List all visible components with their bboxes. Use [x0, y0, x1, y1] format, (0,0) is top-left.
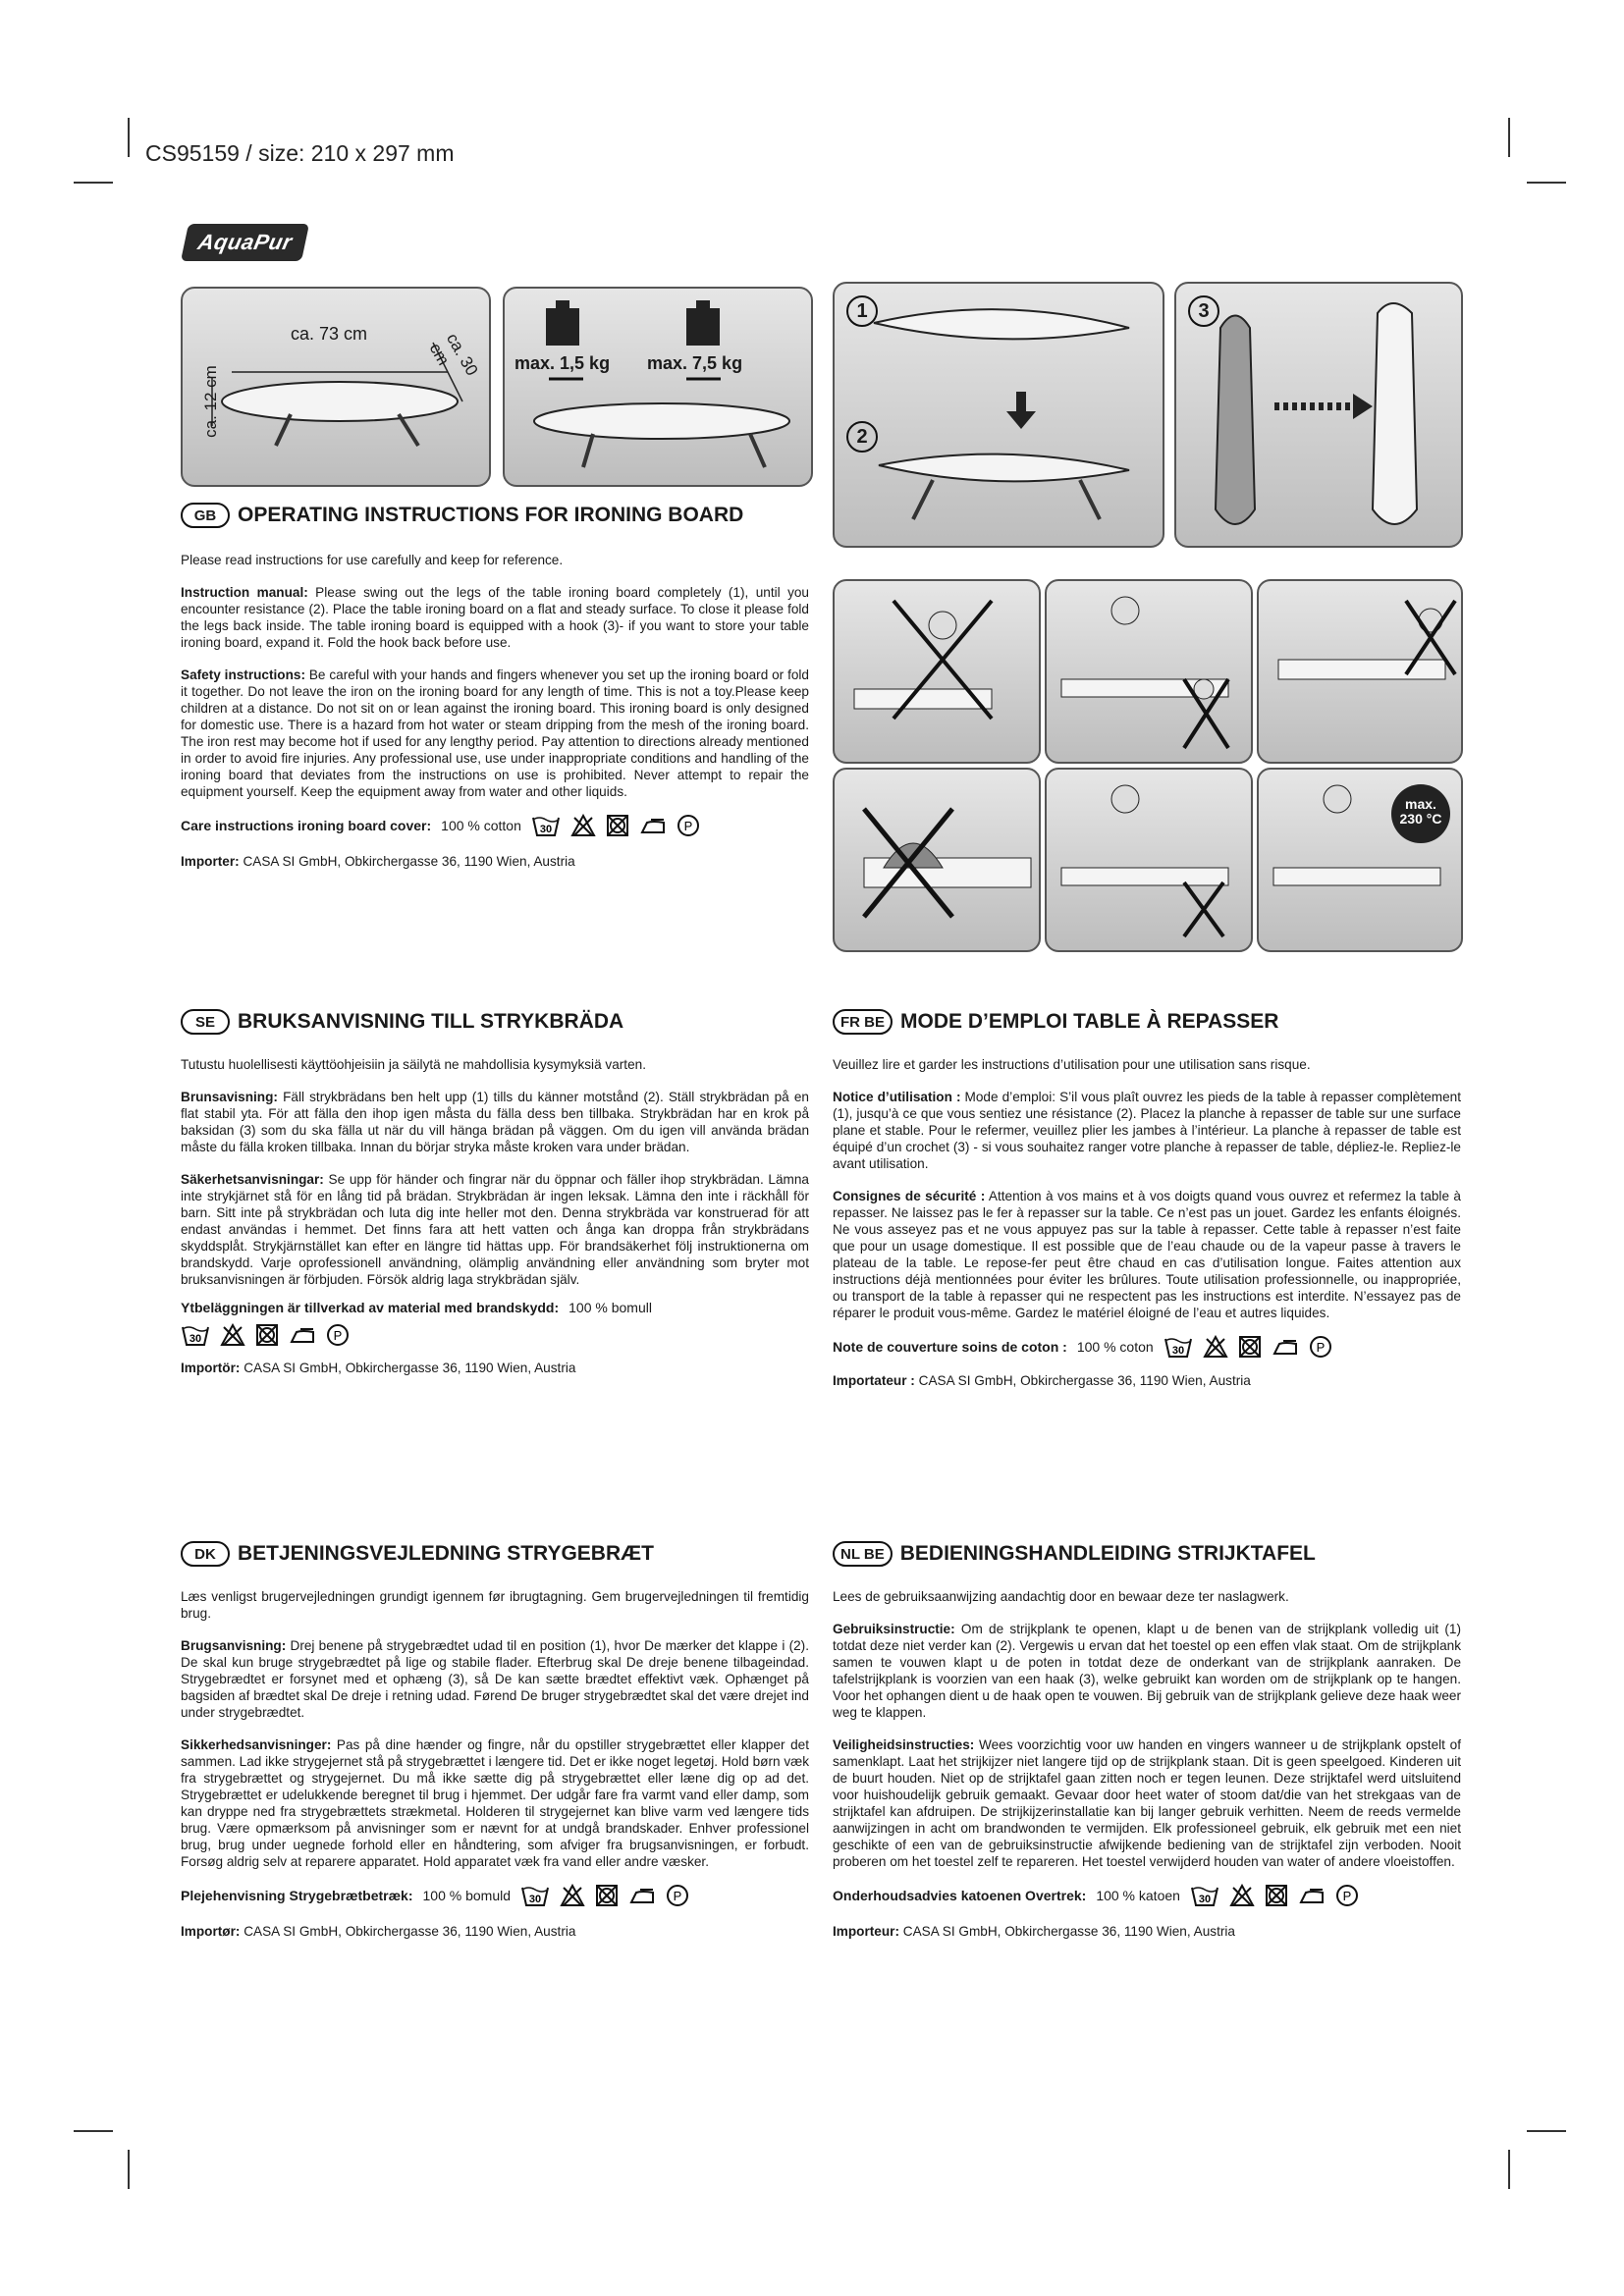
- section-dk: [181, 1541, 809, 1940]
- importer-line: Importør: CASA SI GmbH, Obkirchergasse 36, 1190 Wien, Austria: [181, 1924, 576, 1939]
- dry-clean-p-icon: [1335, 1884, 1359, 1907]
- iron-icon: [1272, 1336, 1299, 1358]
- dry-clean-p-icon: [677, 814, 700, 837]
- importer-line: Importeur: CASA SI GmbH, Obkirchergasse 36, 1190 Wien, Austria: [833, 1924, 1235, 1939]
- safety-paragraph: Veiligheidsinstructies: Wees voorzichtig voor uw handen en vingers wanneer u de strijkplank opstelt of samenklapt. Laat het strijkijzer niet langere tijd op de strijkplank staan. Dit is geen speelgoed. Kinderen uit de buurt houden. Niet op de strijktafel gaan zitten noch er tegen leunen. Deze strijktafel werd uitsluitend voor huishoudelijk gebruik gemaakt. Gevaar door heet water of stoom dat/die van het strekgaas van de strijktafel kan afdruipen. De strijkijzerinstallatie kan bij langer gebruik verhitten. Neem de reeds vermelde aanwijzingen in acht om brandwonden te vermijden. Elk professioneel gebruik, elk gebruik met een niet geschikte of een van de gebruiksinstructie afwijkende bediening van de strijktafel zijn verboden. Nooit proberen om het toestel zelf te repareren. Het toestel verwijderd houden van water of andere vloeistoffen.: [833, 1737, 1461, 1869]
- svg-text:P: P: [333, 1328, 343, 1343]
- no-tumble-dry-icon: [255, 1323, 279, 1347]
- care-symbols: [1164, 1335, 1332, 1359]
- iron-icon: [628, 1885, 656, 1906]
- crop-mark: [74, 2130, 113, 2132]
- section-fr-header: [833, 1009, 1461, 1035]
- crop-mark: [1508, 118, 1510, 157]
- no-lean-illustration: [1259, 581, 1461, 762]
- care-symbols: [531, 814, 700, 837]
- usage-panel-no-lean: [1257, 579, 1463, 764]
- crop-mark: [1527, 182, 1566, 184]
- care-symbols: [1190, 1884, 1359, 1907]
- setup-steps-illustration: [835, 284, 1163, 546]
- svg-text:P: P: [673, 1889, 682, 1903]
- length-label: ca. 73 cm: [291, 324, 368, 344]
- section-gb-header: [181, 503, 809, 528]
- section-title: MODE D’EMPLOI TABLE À REPASSER: [900, 1010, 1279, 1033]
- manual-paragraph: Brunsavisning: Fäll strykbrädans ben helt upp (1) tills du känner motstånd (2). Ställ strykbrädan på en flat stabil yta. För att fälla den ihop igen måsta du fälla dess ben tillbaka. Strykbrädan har en krok på baksidan (3) som du ska fälla ut när du vill hänga brädan på väggen. Om du igen vill använda brädan måste du fälla kroken tillbaka. Innan du börjar stryka måste kroken vara under brädan.: [181, 1090, 809, 1154]
- safety-paragraph: Sikkerhedsanvisninger: Pas på dine hænder og fingre, når du opstiller strygebrættet eller klapper det sammen. Lad ikke strygejernet stå på strygebrættet i længere tid. Det er ikke noget legetøj. Hold børn væk fra strygebrættet og strygejernet. Du må ikke sætte dig på strygebrættet eller læne dig op ad det. Strygebrættet er udelukkende beregnet til brug i hjemmet. Der udgår fare fra varmt vand eller damp, som kan dryppe ned fra strygebrættets strækmetal. Holderen til strygejernet kan blive varm ved længere tids brug. Være opmærksom på anvisninger som er nævnt for at undgå brandskader. Enhver professionel brug, brug under uegnede forhold eller en håndtering, som afviger fra brugsanvisningen, er forbudt. Forsøg aldrig selv at reparere apparatet. Hold apparatet væk fra vand eller andre væsker.: [181, 1737, 809, 1869]
- svg-text:P: P: [1316, 1340, 1326, 1355]
- no-sit-illustration: [835, 581, 1039, 762]
- section-dk-header: [181, 1541, 809, 1567]
- section-gb: [181, 503, 809, 870]
- intro-text: Læs venligst brugervejledningen grundigt igennem før ibrugtagning. Gem brugervejledningen til fremtidig brug.: [181, 1589, 809, 1621]
- section-se: [181, 1009, 809, 1376]
- setup-steps-panel: [833, 282, 1164, 548]
- wash-30-icon: [520, 1884, 550, 1907]
- intro-text: Veuillez lire et garder les instructions d’utilisation pour une utilisation sans risque.: [833, 1057, 1311, 1072]
- section-nl-header: [833, 1541, 1461, 1567]
- dimensions-illustration: [183, 289, 489, 485]
- no-bleach-icon: [560, 1884, 585, 1907]
- language-code-badge: NL BE: [833, 1541, 893, 1567]
- iron-icon: [1298, 1885, 1326, 1906]
- crop-mark: [128, 118, 130, 157]
- intro-text: Tutustu huolellisesti käyttöohjeisiin ja säilytä ne mahdollisia kysymyksiä varten.: [181, 1057, 646, 1072]
- language-code-badge: GB: [181, 503, 230, 528]
- section-title: BEDIENINGSHANDLEIDING STRIJKTAFEL: [899, 1542, 1316, 1565]
- svg-text:30: 30: [528, 1894, 542, 1905]
- max-iron-weight: max. 1,5 kg: [514, 353, 611, 373]
- svg-text:30: 30: [1198, 1894, 1212, 1905]
- language-code-badge: FR BE: [833, 1009, 893, 1035]
- wash-30-icon: [1164, 1335, 1193, 1359]
- svg-text:P: P: [683, 819, 693, 833]
- no-tumble-dry-icon: [1238, 1335, 1262, 1359]
- importer-line: Importör: CASA SI GmbH, Obkirchergasse 36, 1190 Wien, Austria: [181, 1361, 576, 1375]
- manual-paragraph: Instruction manual: Please swing out the legs of the table ironing board completely (1), until you encounter resistance (2). Place the table ironing board on a flat and steady surface. To close it please fold the legs back inside. The table ironing board is equipped with a hook (3)- if you want to store your table ironing board, expand it. Fold the hook back before use.: [181, 585, 809, 650]
- step-2-marker: 2: [846, 421, 878, 453]
- hook-storage-panel: [1174, 282, 1463, 548]
- wash-30-icon: [181, 1323, 210, 1347]
- dry-clean-p-icon: [1309, 1335, 1332, 1359]
- wash-30-icon: [1190, 1884, 1219, 1907]
- wash-30-icon: [531, 814, 561, 837]
- dimensions-panel: [181, 287, 491, 487]
- child-reach-illustration: [1047, 770, 1251, 950]
- safety-paragraph: Consignes de sécurité : Attention à vos mains et à vos doigts quand vous ouvrez et refermez la table à repasser. Ne laissez pas le fer à repasser sur la table. Ce n’est pas un jouet. Gardez les enfants éloignés. Ne vous asseyez pas et ne vous appuyez pas sur la table à repasser. Cette table à repasser n’est faite que pour un usage domestique. Il est possible que de l’eau chaude ou de la vapeur passe à travers le plateau de la table. Le repose-fer peut être chaud en cas d’utilisation longue. Faites attention aux instructions déjà mentionnées pour éviter les brûlures. Toute utilisation professionnelle, ou inappropriée, ou transport de la table à repasser qui ne respectent pas les instructions est interdite. N’essayez pas de réparer le produit vous-même. Gardez le matériel éloigné de l’eau et autres liquides.: [833, 1189, 1461, 1320]
- step-3-marker: 3: [1188, 295, 1219, 327]
- crop-mark: [74, 182, 113, 184]
- hot-iron-illustration: [835, 770, 1039, 950]
- hook-storage-illustration: [1176, 284, 1461, 546]
- manual-paragraph: Brugsanvisning: Drej benene på strygebrædtet udad til en position (1), hvor De mærker det klappe i (2). De skal kun bruge strygebrædtet på lige og stabile flader. Efterbrug skal De dreje benene tilbageindad. Strygebrædtet er forsynet med et ophæng (3), så De kan sætte brædtet effektivt væk. Ophænget på bagsiden af brædtet skal De dreje i retning udad. Førend De bruger strygebrædtet skal det være drejet ind under strygebrædtet.: [181, 1638, 809, 1720]
- dry-clean-p-icon: [326, 1323, 350, 1347]
- usage-panel-hot-iron: [833, 768, 1041, 952]
- care-line: Ytbeläggningen är tillverkad av material med brandskydd: 100 % bomull: [181, 1300, 652, 1315]
- height-label: ca. 12 cm: [200, 365, 220, 438]
- svg-text:30: 30: [539, 824, 553, 835]
- manual-paragraph: Gebruiksinstructie: Om de strijkplank te openen, klapt u de benen van de strijkplank volledig uit (1) totdat deze niet verder kan (2). Vergewis u ervan dat het toestel op een effen vlak staat. Om de strijkplank samen te vouwen klapt u de poten in totdat deze de onderkant van de strijkplank aanraken. De tafelstrijkplank is voorzien van een haak (3), welke gebruikt kan worden om de strijkplank op te hangen. Voor het ophangen dient u de haak open te vouwen. Bij gebruik van de strijkplank gelieve deze haak weer weg te klappen.: [833, 1622, 1461, 1720]
- importer-line: Importer: CASA SI GmbH, Obkirchergasse 36, 1190 Wien, Austria: [181, 854, 575, 869]
- intro-text: Lees de gebruiksaanwijzing aandachtig door en bewaar deze ter naslagwerk.: [833, 1589, 1289, 1604]
- usage-panel-child-reach: [1045, 768, 1253, 952]
- crop-mark: [1527, 2130, 1566, 2132]
- care-line: Note de couverture soins de coton : 100 % coton 30 P: [833, 1335, 1461, 1359]
- section-se-header: [181, 1009, 809, 1035]
- language-code-badge: DK: [181, 1541, 230, 1567]
- no-tumble-dry-icon: [606, 814, 629, 837]
- section-title: BRUKSANVISNING TILL STRYKBRÄDA: [238, 1010, 624, 1033]
- no-bleach-icon: [570, 814, 596, 837]
- no-bleach-icon: [1203, 1335, 1228, 1359]
- children-warning-illustration: [1047, 581, 1251, 762]
- no-bleach-icon: [1229, 1884, 1255, 1907]
- brand-logo: AquaPur: [181, 224, 309, 261]
- no-tumble-dry-icon: [1265, 1884, 1288, 1907]
- iron-icon: [289, 1324, 316, 1346]
- section-fr: [833, 1009, 1461, 1389]
- importer-line: Importateur : CASA SI GmbH, Obkirchergasse 36, 1190 Wien, Austria: [833, 1373, 1251, 1388]
- care-line: Care instructions ironing board cover: 100 % cotton 30 P: [181, 814, 809, 837]
- max-temperature-badge: max. 230 °C: [1399, 796, 1442, 827]
- dry-clean-p-icon: [666, 1884, 689, 1907]
- section-nl: [833, 1541, 1461, 1940]
- care-line: Plejehenvisning Strygebrætbetræk: 100 % bomuld 30 P: [181, 1884, 809, 1907]
- crop-mark: [128, 2150, 130, 2189]
- section-title: BETJENINGSVEJLEDNING STRYGEBRÆT: [238, 1542, 654, 1565]
- iron-icon: [639, 815, 667, 836]
- no-bleach-icon: [220, 1323, 245, 1347]
- usage-panel-no-sit: [833, 579, 1041, 764]
- care-symbols: [520, 1884, 689, 1907]
- width-label: ca. 30 cm: [425, 330, 482, 379]
- max-board-weight: max. 7,5 kg: [647, 353, 743, 373]
- safety-paragraph: Safety instructions: Be careful with your hands and fingers whenever you set up the ironing board or fold it together. Do not leave the iron on the ironing board for any length of time. This is not a toy.Please keep children at a distance. Do not sit on or lean against the ironing board. This ironing board is only designed for domestic use. There is a hazard from hot water or steam dripping from the mesh of the ironing board. The iron rest may become hot if used for any lengthy period. Pay attention to directions already mentioned in order to avoid fire injuries. Any professional use, use under inappropriate conditions and handling of the ironing board that deviates from the instructions on use is prohibited. Never attempt to repair the equipment yourself. Keep the equipment away from water and other liquids.: [181, 667, 809, 799]
- manual-paragraph: Notice d’utilisation : Mode d’emploi: S’il vous plaît ouvrez les pieds de la table à repasser complètement (1), jusqu’à ce que vous sentiez une résistance (2). Placez la planche à repasser de table sur une surface plane et stable. Pour le refermer, veuillez plier les jambes à l’intérieur. La planche à repasser de table est équipé d’un crochet (3) - si vous souhaitez ranger votre planche à repasser de table, dépliez-le. Repliez-le avant utilisation.: [833, 1090, 1462, 1171]
- weights-panel: [503, 287, 813, 487]
- crop-mark: [1508, 2150, 1510, 2189]
- document-header: CS95159 / size: 210 x 297 mm: [145, 140, 455, 166]
- safety-paragraph: Säkerhetsanvisningar: Se upp för händer och fingrar när du öppnar och fäller ihop strykbrädan. Lämna inte strykjärnet stå för en lång tid på brädan. Strykbrädan är ingen leksak. Lämna den inte i räckhåll för barn. Sitt inte på strykbrädan och luta dig inte heller mot den. Denna strykbräda var konstruerad för att endast användas i hemmet. Det finns fara att hett vatten och ånga kan droppa från strykbrädans skyddsplåt. Strykjärnstället kan efter en längre tid hättas upp. För brandsäkerhet följ instruktionerna om brandskydd. Varje oprofessionell användning, olämplig användning eller användning som bryter mot bruksanvisningen är förbjuden. Försök aldrig laga strykbrädan själv.: [181, 1172, 809, 1287]
- section-title: OPERATING INSTRUCTIONS FOR IRONING BOARD: [238, 504, 744, 526]
- usage-panel-temperature: [1257, 768, 1463, 952]
- no-tumble-dry-icon: [595, 1884, 619, 1907]
- usage-panel-children: [1045, 579, 1253, 764]
- care-symbols: [181, 1323, 350, 1347]
- weights-illustration: [505, 289, 811, 485]
- language-code-badge: SE: [181, 1009, 230, 1035]
- svg-text:30: 30: [1171, 1345, 1184, 1357]
- svg-text:30: 30: [189, 1333, 202, 1345]
- intro-text: Please read instructions for use carefully and keep for reference.: [181, 553, 564, 567]
- care-line: Onderhoudsadvies katoenen Overtrek: 100 % katoen 30 P: [833, 1884, 1461, 1907]
- step-1-marker: 1: [846, 295, 878, 327]
- svg-text:P: P: [1342, 1889, 1352, 1903]
